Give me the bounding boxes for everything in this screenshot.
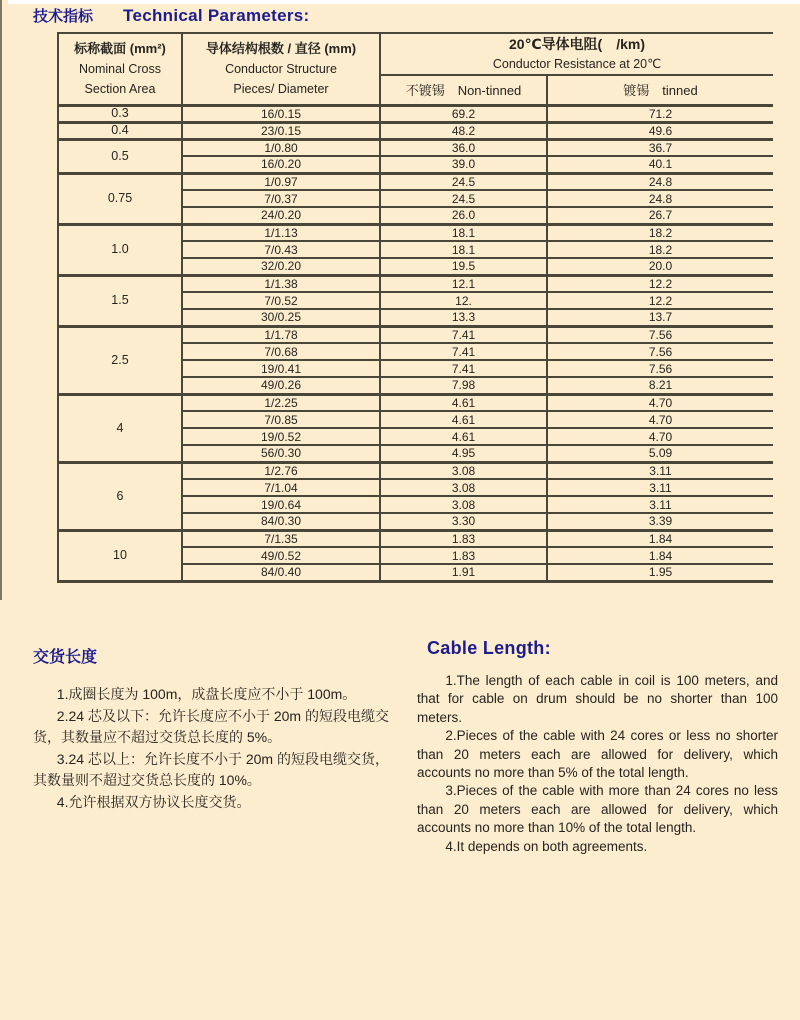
cell-tinned-resistance: 71.2	[547, 105, 773, 122]
cell-non-tinned-resistance: 19.5	[380, 258, 547, 275]
cell-tinned-resistance: 7.56	[547, 360, 773, 377]
cell-tinned-resistance: 7.56	[547, 343, 773, 360]
page-title	[33, 5, 309, 26]
cell-nominal-section: 0.5	[58, 139, 182, 173]
cell-non-tinned-resistance: 24.5	[380, 190, 547, 207]
cell-tinned-resistance: 18.2	[547, 224, 773, 241]
cell-tinned-resistance: 1.84	[547, 530, 773, 547]
table-row	[58, 139, 773, 156]
cell-tinned-resistance: 40.1	[547, 156, 773, 173]
table-row	[58, 122, 773, 139]
cell-tinned-resistance: 12.2	[547, 275, 773, 292]
cell-non-tinned-resistance: 36.0	[380, 139, 547, 156]
cell-non-tinned-resistance: 48.2	[380, 122, 547, 139]
header-structure-zh: 导体结构根数 / 直径 (mm)	[205, 40, 357, 56]
header-conductor-structure	[182, 33, 380, 105]
cell-non-tinned-resistance: 7.41	[380, 343, 547, 360]
cell-nominal-section: 1.0	[58, 224, 182, 275]
cell-pieces-diameter: 1/1.13	[182, 224, 380, 241]
cell-pieces-diameter: 19/0.41	[182, 360, 380, 377]
scan-top-strip	[8, 0, 800, 4]
cell-non-tinned-resistance: 24.5	[380, 173, 547, 190]
table-row	[58, 224, 773, 241]
header-structure-en-1: Conductor Structure	[225, 61, 337, 76]
cell-non-tinned-resistance: 4.95	[380, 445, 547, 462]
table-row	[58, 326, 773, 343]
cell-pieces-diameter: 7/0.43	[182, 241, 380, 258]
technical-parameters-table-wrap	[57, 32, 773, 583]
header-non-tinned: 不镀锡 Non-tinned	[380, 75, 547, 105]
cell-pieces-diameter: 7/0.37	[182, 190, 380, 207]
page-title-english: Technical Parameters:	[123, 6, 310, 25]
cell-tinned-resistance: 12.2	[547, 292, 773, 309]
cell-tinned-resistance: 1.84	[547, 547, 773, 564]
technical-parameters-table	[57, 32, 773, 583]
zh-paragraph-3: 3.24 芯以上：允许长度不小于 20m 的短段电缆交货，其数量则不超过交货总长度的 10%。	[33, 751, 389, 788]
cell-pieces-diameter: 56/0.30	[182, 445, 380, 462]
cell-tinned-resistance: 4.70	[547, 394, 773, 411]
cell-non-tinned-resistance: 3.08	[380, 479, 547, 496]
cable-length-body-en	[417, 672, 778, 856]
header-conductor-resistance	[380, 33, 773, 75]
cell-tinned-resistance: 4.70	[547, 428, 773, 445]
cell-non-tinned-resistance: 12.	[380, 292, 547, 309]
header-nominal-en-1: Nominal Cross	[79, 61, 161, 76]
cell-tinned-resistance: 24.8	[547, 190, 773, 207]
cell-non-tinned-resistance: 3.08	[380, 496, 547, 513]
cell-pieces-diameter: 1/1.78	[182, 326, 380, 343]
cell-nominal-section: 4	[58, 394, 182, 462]
cell-nominal-section: 0.75	[58, 173, 182, 224]
cell-pieces-diameter: 32/0.20	[182, 258, 380, 275]
en-paragraph-1: 1.The length of each cable in coil is 100 meters, and that for cable on drum should be no shorter than 100 meters.	[417, 673, 778, 725]
cell-tinned-resistance: 3.39	[547, 513, 773, 530]
cell-non-tinned-resistance: 4.61	[380, 428, 547, 445]
table-row	[58, 105, 773, 122]
cell-tinned-resistance: 26.7	[547, 207, 773, 224]
cell-non-tinned-resistance: 13.3	[380, 309, 547, 326]
cell-pieces-diameter: 7/1.35	[182, 530, 380, 547]
cell-non-tinned-resistance: 69.2	[380, 105, 547, 122]
cell-non-tinned-resistance: 4.61	[380, 394, 547, 411]
scan-left-edge-line	[0, 0, 2, 600]
cell-pieces-diameter: 49/0.26	[182, 377, 380, 394]
header-nominal-zh: 标称截面 (mm²)	[74, 40, 166, 56]
header-resistance-zh: 20℃导体电阻( /km)	[509, 36, 645, 52]
cell-nominal-section: 10	[58, 530, 182, 581]
cell-pieces-diameter: 84/0.30	[182, 513, 380, 530]
table-header	[58, 33, 773, 105]
table-header-row-1	[58, 33, 773, 75]
page-title-chinese: 技术指标	[33, 8, 94, 25]
cell-non-tinned-resistance: 7.41	[380, 360, 547, 377]
delivery-length-body-zh	[33, 684, 389, 814]
header-nominal-cross-section	[58, 33, 182, 105]
en-paragraph-4: 4.It depends on both agreements.	[445, 838, 648, 854]
cell-pieces-diameter: 16/0.20	[182, 156, 380, 173]
table-row	[58, 530, 773, 547]
cell-non-tinned-resistance: 1.83	[380, 530, 547, 547]
cell-tinned-resistance: 24.8	[547, 173, 773, 190]
cell-pieces-diameter: 1/0.80	[182, 139, 380, 156]
cell-non-tinned-resistance: 3.30	[380, 513, 547, 530]
cell-non-tinned-resistance: 26.0	[380, 207, 547, 224]
cell-pieces-diameter: 1/0.97	[182, 173, 380, 190]
cell-non-tinned-resistance: 18.1	[380, 241, 547, 258]
cell-non-tinned-resistance: 4.61	[380, 411, 547, 428]
cell-non-tinned-resistance: 39.0	[380, 156, 547, 173]
cell-pieces-diameter: 1/2.25	[182, 394, 380, 411]
header-nominal-en-2: Section Area	[84, 81, 156, 96]
cell-nominal-section: 2.5	[58, 326, 182, 394]
cell-pieces-diameter: 19/0.64	[182, 496, 380, 513]
cell-tinned-resistance: 18.2	[547, 241, 773, 258]
cell-non-tinned-resistance: 7.41	[380, 326, 547, 343]
cell-pieces-diameter: 16/0.15	[182, 105, 380, 122]
cell-tinned-resistance: 5.09	[547, 445, 773, 462]
table-row	[58, 275, 773, 292]
cell-non-tinned-resistance: 18.1	[380, 224, 547, 241]
cell-pieces-diameter: 7/0.68	[182, 343, 380, 360]
zh-paragraph-4: 4.允许根据双方协议长度交货。	[56, 794, 251, 810]
cell-tinned-resistance: 8.21	[547, 377, 773, 394]
cell-pieces-diameter: 1/1.38	[182, 275, 380, 292]
cell-pieces-diameter: 7/1.04	[182, 479, 380, 496]
header-tinned: 镀锡 tinned	[547, 75, 773, 105]
table-row	[58, 173, 773, 190]
cell-pieces-diameter: 19/0.52	[182, 428, 380, 445]
cell-non-tinned-resistance: 1.83	[380, 547, 547, 564]
cell-tinned-resistance: 3.11	[547, 479, 773, 496]
cell-pieces-diameter: 23/0.15	[182, 122, 380, 139]
cell-tinned-resistance: 1.95	[547, 564, 773, 581]
cell-tinned-resistance: 20.0	[547, 258, 773, 275]
cell-pieces-diameter: 84/0.40	[182, 564, 380, 581]
cable-length-title-en: Cable Length:	[427, 638, 551, 658]
cell-pieces-diameter: 7/0.52	[182, 292, 380, 309]
cell-tinned-resistance: 36.7	[547, 139, 773, 156]
cell-pieces-diameter: 49/0.52	[182, 547, 380, 564]
en-paragraph-2: 2.Pieces of the cable with 24 cores or less no shorter than 20 meters each are allowed for delivery, which accounts no more than 5% of the total length.	[417, 728, 778, 781]
delivery-length-title-zh: 交货长度	[33, 649, 98, 666]
en-paragraph-3: 3.Pieces of the cable with more than 24 cores no less than 20 meters each are allowed for delivery, which accounts no more than 10% of the total length.	[417, 783, 778, 836]
cell-pieces-diameter: 7/0.85	[182, 411, 380, 428]
cell-nominal-section: 1.5	[58, 275, 182, 326]
cell-pieces-diameter: 1/2.76	[182, 462, 380, 479]
cell-nominal-section: 0.3	[58, 105, 182, 122]
cell-tinned-resistance: 7.56	[547, 326, 773, 343]
cell-non-tinned-resistance: 1.91	[380, 564, 547, 581]
cell-nominal-section: 0.4	[58, 122, 182, 139]
table-row	[58, 462, 773, 479]
cell-pieces-diameter: 30/0.25	[182, 309, 380, 326]
zh-paragraph-1: 1.成圈长度为 100m，成盘长度应不小于 100m。	[56, 686, 357, 702]
table-body	[58, 105, 773, 581]
cell-non-tinned-resistance: 3.08	[380, 462, 547, 479]
cell-non-tinned-resistance: 7.98	[380, 377, 547, 394]
cell-non-tinned-resistance: 12.1	[380, 275, 547, 292]
cell-tinned-resistance: 3.11	[547, 496, 773, 513]
table-row	[58, 394, 773, 411]
cell-tinned-resistance: 4.70	[547, 411, 773, 428]
cell-tinned-resistance: 49.6	[547, 122, 773, 139]
cell-tinned-resistance: 3.11	[547, 462, 773, 479]
cell-tinned-resistance: 13.7	[547, 309, 773, 326]
zh-paragraph-2: 2.24 芯及以下：允许长度应不小于 20m 的短段电缆交货，其数量应不超过交货总长度的 5%。	[33, 708, 389, 745]
header-resistance-en: Conductor Resistance at 20℃	[492, 57, 662, 71]
header-structure-en-2: Pieces/ Diameter	[233, 81, 329, 96]
cell-nominal-section: 6	[58, 462, 182, 530]
cell-pieces-diameter: 24/0.20	[182, 207, 380, 224]
